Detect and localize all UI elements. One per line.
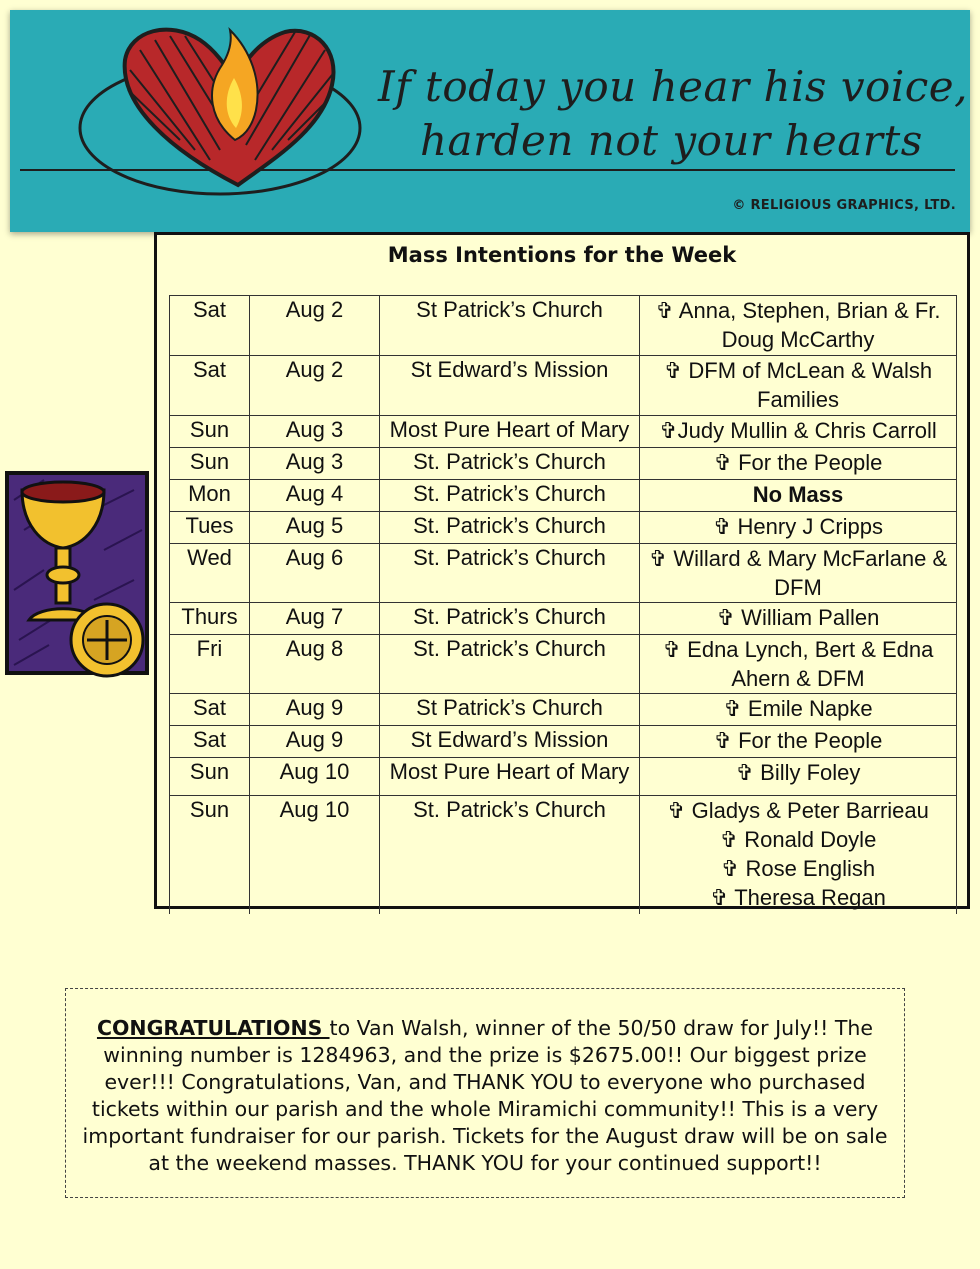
mass-day: Thurs: [170, 603, 250, 635]
mass-location: St. Patrick’s Church: [380, 480, 640, 512]
intention-line: ✞ Willard & Mary McFarlane & DFM: [648, 546, 948, 600]
mass-intention: [640, 796, 957, 914]
mass-date: Aug 9: [250, 726, 380, 758]
intention-line: ✞ Billy Foley: [735, 760, 861, 785]
intention-line: ✞ Ronald Doyle: [719, 827, 877, 852]
quote-line-2: harden not your hearts: [420, 116, 923, 165]
mass-row: [170, 480, 957, 512]
intention-line: ✞Judy Mullin & Chris Carroll: [659, 418, 937, 443]
intention-line: ✞ Gladys & Peter Barrieau: [667, 798, 929, 823]
intention-line: ✞ For the People: [713, 450, 883, 475]
mass-intention: [640, 356, 957, 416]
mass-day: Sat: [170, 356, 250, 416]
mass-row: [170, 694, 957, 726]
mass-intention: [640, 296, 957, 356]
mass-row: [170, 758, 957, 796]
mass-row: [170, 296, 957, 356]
mass-row: [170, 796, 957, 914]
mass-date: Aug 4: [250, 480, 380, 512]
mass-location: St. Patrick’s Church: [380, 635, 640, 694]
congratulations-body: to Van Walsh, winner of the 50/50 draw for July!! The winning number is 1284963, and the prize is $2675.00!! Our biggest prize ever!!! Congratulations, Van, and THANK YOU to everyone who purchased tickets within our parish and the whole Miramichi community!! This is a very important fundraiser for our parish. Tickets for the August draw will be on sale at the weekend masses. THANK YOU for your continued support!!: [82, 1016, 888, 1175]
mass-row: [170, 356, 957, 416]
mass-day: Sun: [170, 796, 250, 914]
mass-location: St. Patrick’s Church: [380, 603, 640, 635]
mass-location: St. Patrick’s Church: [380, 796, 640, 914]
intention-line: No Mass: [752, 482, 844, 507]
mass-day: Wed: [170, 544, 250, 603]
mass-date: Aug 7: [250, 603, 380, 635]
mass-intention: [640, 416, 957, 448]
mass-location: St Patrick’s Church: [380, 694, 640, 726]
mass-location: St. Patrick’s Church: [380, 512, 640, 544]
mass-date: Aug 5: [250, 512, 380, 544]
mass-intention: [640, 448, 957, 480]
mass-day: Sun: [170, 758, 250, 796]
mass-location: St. Patrick’s Church: [380, 544, 640, 603]
mass-day: Sat: [170, 726, 250, 758]
mass-date: Aug 3: [250, 416, 380, 448]
mass-day: Sat: [170, 694, 250, 726]
mass-date: Aug 10: [250, 796, 380, 914]
mass-date: Aug 2: [250, 296, 380, 356]
mass-location: St Edward’s Mission: [380, 356, 640, 416]
mass-day: Sun: [170, 448, 250, 480]
mass-location: St Patrick’s Church: [380, 296, 640, 356]
mass-date: Aug 10: [250, 758, 380, 796]
mass-intention: [640, 480, 957, 512]
mass-intention: [640, 512, 957, 544]
mass-row: [170, 416, 957, 448]
intention-line: ✞ Rose English: [720, 856, 876, 881]
intention-line: ✞ William Pallen: [716, 605, 880, 630]
congratulations-notice: [65, 988, 905, 1198]
intention-line: ✞ Anna, Stephen, Brian & Fr. Doug McCarthy: [655, 298, 941, 352]
header-banner: [10, 10, 970, 232]
mass-day: Tues: [170, 512, 250, 544]
mass-intention: [640, 635, 957, 694]
mass-location: St. Patrick’s Church: [380, 448, 640, 480]
copyright-credit: © RELIGIOUS GRAPHICS, LTD.: [732, 198, 956, 213]
mass-intention: [640, 544, 957, 603]
mass-day: Sun: [170, 416, 250, 448]
mass-row: [170, 512, 957, 544]
mass-row: [170, 448, 957, 480]
mass-intention: [640, 758, 957, 796]
quote-line-1: If today you hear his voice,: [378, 62, 969, 111]
chalice-host-illustration: [4, 470, 154, 680]
mass-row: [170, 635, 957, 694]
mass-day: Sat: [170, 296, 250, 356]
intention-line: ✞ Emile Napke: [723, 696, 873, 721]
mass-intentions-panel: [154, 232, 970, 909]
mass-intentions-table: [169, 295, 957, 914]
mass-intention: [640, 603, 957, 635]
intention-line: ✞ DFM of McLean & Walsh Families: [663, 358, 933, 412]
mass-intention: [640, 726, 957, 758]
intention-line: ✞ For the People: [713, 728, 883, 753]
intention-line: ✞ Henry J Cripps: [712, 514, 884, 539]
mass-day: Fri: [170, 635, 250, 694]
mass-date: Aug 8: [250, 635, 380, 694]
mass-location: Most Pure Heart of Mary: [380, 758, 640, 796]
mass-intention: [640, 694, 957, 726]
mass-row: [170, 544, 957, 603]
mass-day: Mon: [170, 480, 250, 512]
mass-date: Aug 3: [250, 448, 380, 480]
mass-row: [170, 726, 957, 758]
mass-date: Aug 2: [250, 356, 380, 416]
congratulations-heading: CONGRATULATIONS: [96, 1016, 330, 1040]
intention-line: ✞ Edna Lynch, Bert & Edna Ahern & DFM: [662, 637, 934, 691]
intention-line: ✞ Theresa Regan: [710, 885, 886, 910]
mass-location: St Edward’s Mission: [380, 726, 640, 758]
mass-row: [170, 603, 957, 635]
mass-intentions-title: Mass Intentions for the Week: [387, 243, 737, 267]
mass-location: Most Pure Heart of Mary: [380, 416, 640, 448]
mass-date: Aug 6: [250, 544, 380, 603]
mass-date: Aug 9: [250, 694, 380, 726]
